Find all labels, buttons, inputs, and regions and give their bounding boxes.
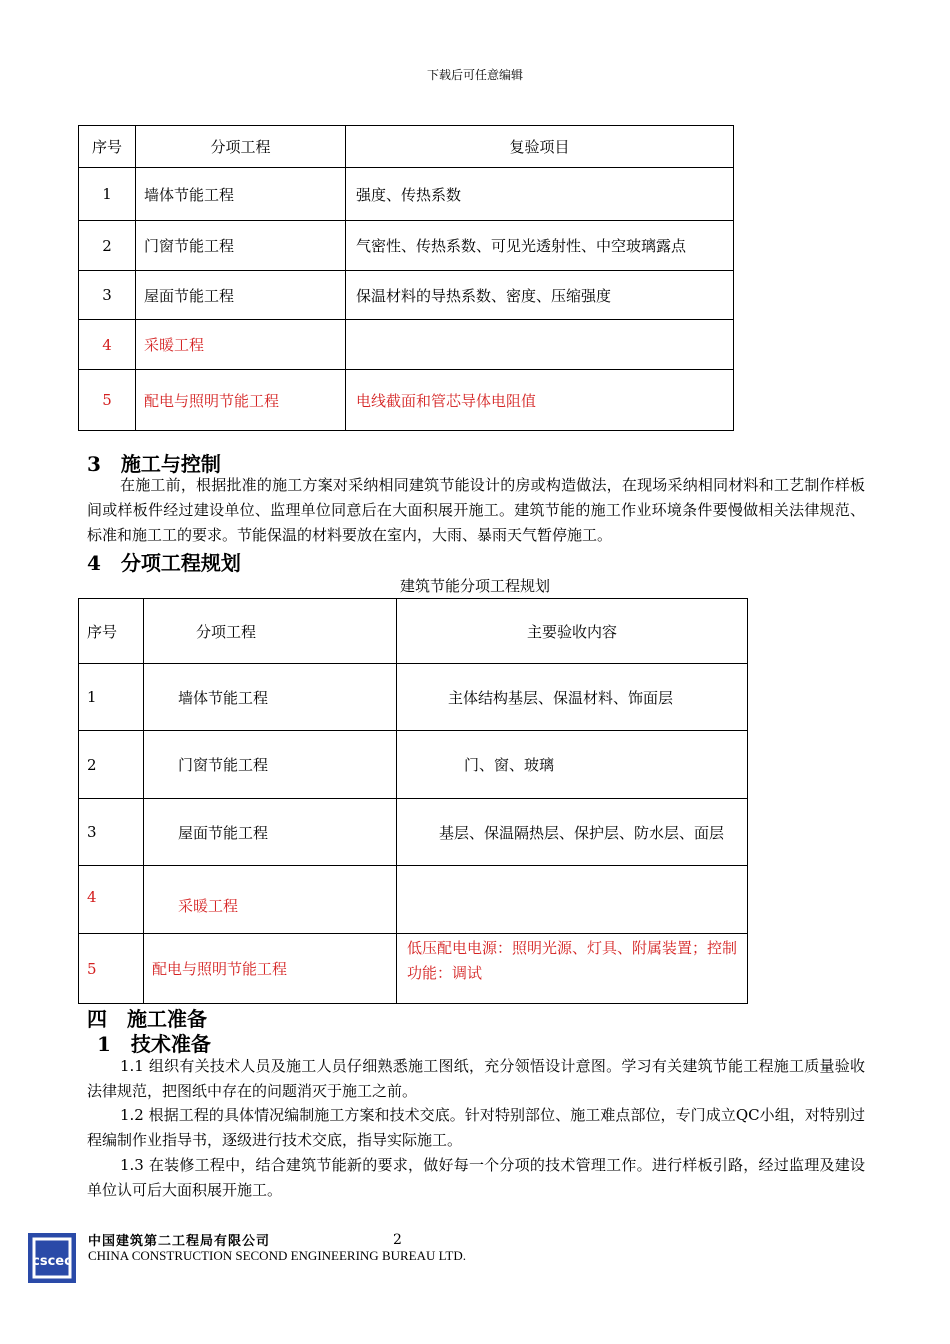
table-row [79,320,734,370]
row-name: 采暖工程 [136,320,346,370]
row-item [346,320,734,370]
row-name: 门窗节能工程 [136,221,346,271]
row-number: 5 [79,934,144,1004]
row-content: 门、窗、玻璃 [397,731,748,799]
table-row [79,168,734,221]
logo-text: cscec [32,1254,72,1269]
row-name: 墙体节能工程 [144,664,397,731]
paragraph: 在施工前，根据批准的施工方案对采纳相同建筑节能设计的房或构造做法，在现场采纳相同材料和工艺制作样板间或样板件经过建设单位、监理单位同意后在大面积展开施工。建筑节能的施工作业环境条件要慢做相关法律规范、标准和施工工的要求。节能保温的材料要放在室内，大雨、暴雨天气暂停施工。 [87,476,865,544]
header-cell: 复验项目 [346,126,734,168]
row-name: 采暖工程 [144,866,397,934]
page-number: 2 [393,1232,402,1248]
table-row [79,934,748,1004]
retest-table [78,125,734,431]
section-heading: 4 分项工程规划 [87,551,241,575]
header-cell: 主要验收内容 [397,599,748,664]
paragraph: 1.3 在装修工程中，结合建筑节能新的要求，做好每一个分项的技术管理工作。进行样板引路，经过监理及建设单位认可后大面积展开施工。 [87,1156,865,1199]
table-header-row [79,599,748,664]
section-heading: 1 技术准备 [97,1032,211,1056]
table-caption: 建筑节能分项工程规划 [399,577,550,595]
footer-company-en: CHINA CONSTRUCTION SECOND ENGINEERING BUREAU LTD. [88,1248,466,1263]
row-content: 低压配电电源：照明光源、灯具、附属装置；控制功能：调试 [397,934,748,1004]
row-name: 门窗节能工程 [144,731,397,799]
row-name: 墙体节能工程 [136,168,346,221]
plan-table [78,598,748,1004]
table-row [79,731,748,799]
header-cell: 分项工程 [144,599,397,664]
row-item: 气密性、传热系数、可见光透射性、中空玻璃露点 [346,221,734,271]
row-name: 屋面节能工程 [144,799,397,866]
table-row [79,221,734,271]
table-row [79,271,734,320]
paragraph: 1.1 组织有关技术人员及施工人员仔细熟悉施工图纸，充分领悟设计意图。学习有关建筑节能工程施工质量验收法律规范，把图纸中存在的问题消灭于施工之前。 [87,1057,865,1100]
table-row [79,799,748,866]
row-number: 1 [79,664,144,731]
chapter-heading: 四 施工准备 [87,1007,207,1031]
row-number: 2 [79,731,144,799]
section-heading: 3 施工与控制 [87,452,221,476]
header-cell: 序号 [79,599,144,664]
header-cell: 序号 [79,126,136,168]
row-number: 2 [79,221,136,271]
header-cell: 分项工程 [136,126,346,168]
row-number: 3 [79,271,136,320]
row-item: 保温材料的导热系数、密度、压缩强度 [346,271,734,320]
row-content: 主体结构基层、保温材料、饰面层 [397,664,748,731]
row-content [397,866,748,934]
row-number: 5 [79,370,136,431]
table-row [79,664,748,731]
paragraph: 1.2 根据工程的具体情况编制施工方案和技术交底。针对特别部位、施工难点部位，专门成立QC小组，对特别过程编制作业指导书，逐级进行技术交底，指导实际施工。 [87,1106,865,1149]
row-number: 1 [79,168,136,221]
row-number: 3 [79,799,144,866]
row-number: 4 [79,866,144,934]
header-watermark: 下载后可任意编辑 [426,68,523,82]
table-row [79,866,748,934]
row-content: 基层、保温隔热层、保护层、防水层、面层 [397,799,748,866]
row-name: 配电与照明节能工程 [144,934,397,1004]
cscec-logo-icon [28,1233,76,1283]
table-row [79,370,734,431]
footer-company-cn: 中国建筑第二工程局有限公司 [88,1234,271,1249]
row-item: 电线截面和管芯导体电阻值 [346,370,734,431]
row-name: 配电与照明节能工程 [136,370,346,431]
table-header-row [79,126,734,168]
row-number: 4 [79,320,136,370]
row-item: 强度、传热系数 [346,168,734,221]
row-name: 屋面节能工程 [136,271,346,320]
